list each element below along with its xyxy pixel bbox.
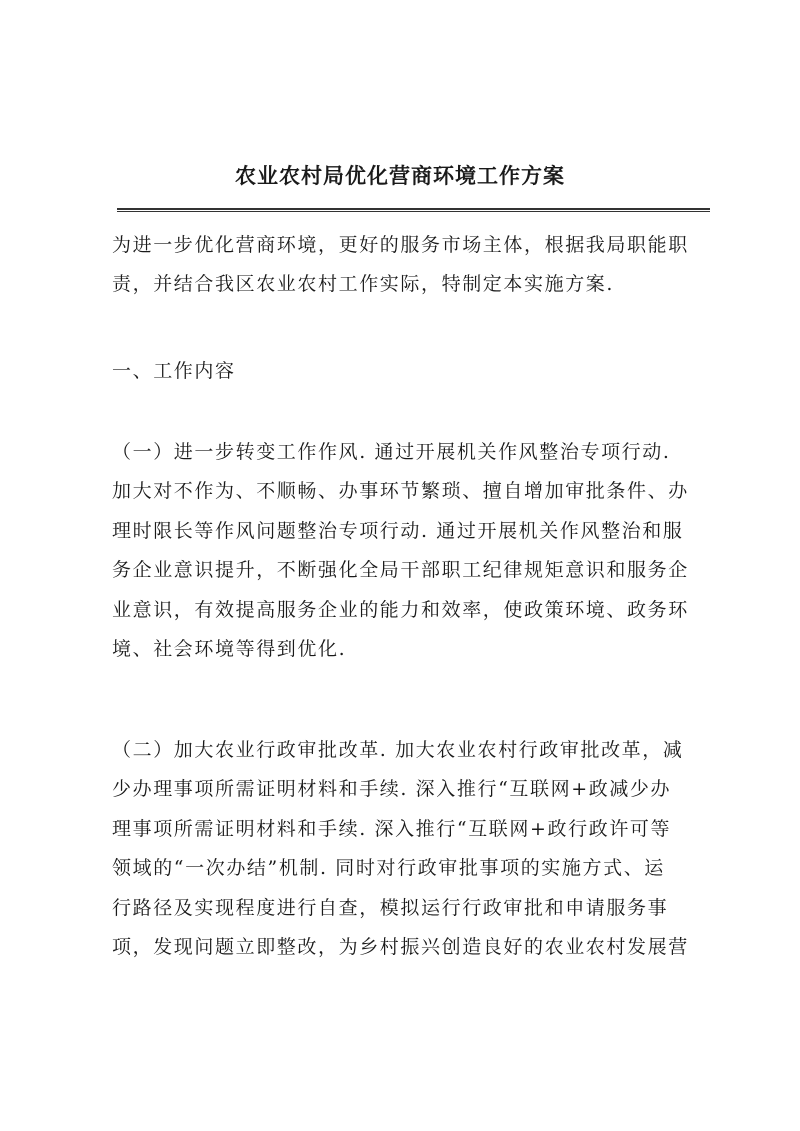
text-line: 理时限长等作风问题整治专项行动. 通过开展机关作风整治和服 xyxy=(112,519,684,542)
text-line: 项，发现问题立即整改，为乡村振兴创造良好的农业农村发展营 xyxy=(112,936,689,959)
text-line: （二）加大农业行政审批改革. 加大农业农村行政审批改革，减 xyxy=(112,739,684,761)
text-line: （一）进一步转变工作作风. 通过开展机关作风整治专项行动. xyxy=(112,441,671,463)
intro-paragraph xyxy=(112,226,712,305)
title-divider xyxy=(117,208,710,212)
text-line: 行路径及实现程度进行自查，模拟运行行政审批和申请服务事 xyxy=(112,896,669,919)
section-heading-text: 一、工作内容 xyxy=(112,360,236,382)
text-line: 加大对不作为、不顺畅、办事环节繁琐、擅自增加审批条件、办 xyxy=(112,480,689,503)
text-line: 理事项所需证明材料和手续. 深入推行“互联网+政行政许可等 xyxy=(112,817,672,840)
text-line: 为进一步优化营商环境，更好的服务市场主体，根据我局职能职 xyxy=(112,234,689,256)
text-line: 领域的“一次办结”机制. 同时对行政审批事项的实施方式、运 xyxy=(112,857,665,880)
item-2-paragraph xyxy=(112,731,712,967)
text-line: 务企业意识提升，不断强化全局干部职工纪律规矩意识和服务企 xyxy=(112,559,689,582)
text-line: 境、社会环境等得到优化. xyxy=(112,638,347,661)
text-line: 业意识，有效提高服务企业的能力和效率，使政策环境、政务环 xyxy=(112,598,689,621)
text-line: 少办理事项所需证明材料和手续. 深入推行“互联网+政减少办 xyxy=(112,778,672,801)
document-title: 农业农村局优化营商环境工作方案 xyxy=(235,163,565,188)
text-line: 责，并结合我区农业农村工作实际，特制定本实施方案. xyxy=(112,273,615,296)
section-heading xyxy=(112,352,712,391)
item-1-paragraph xyxy=(112,433,712,669)
